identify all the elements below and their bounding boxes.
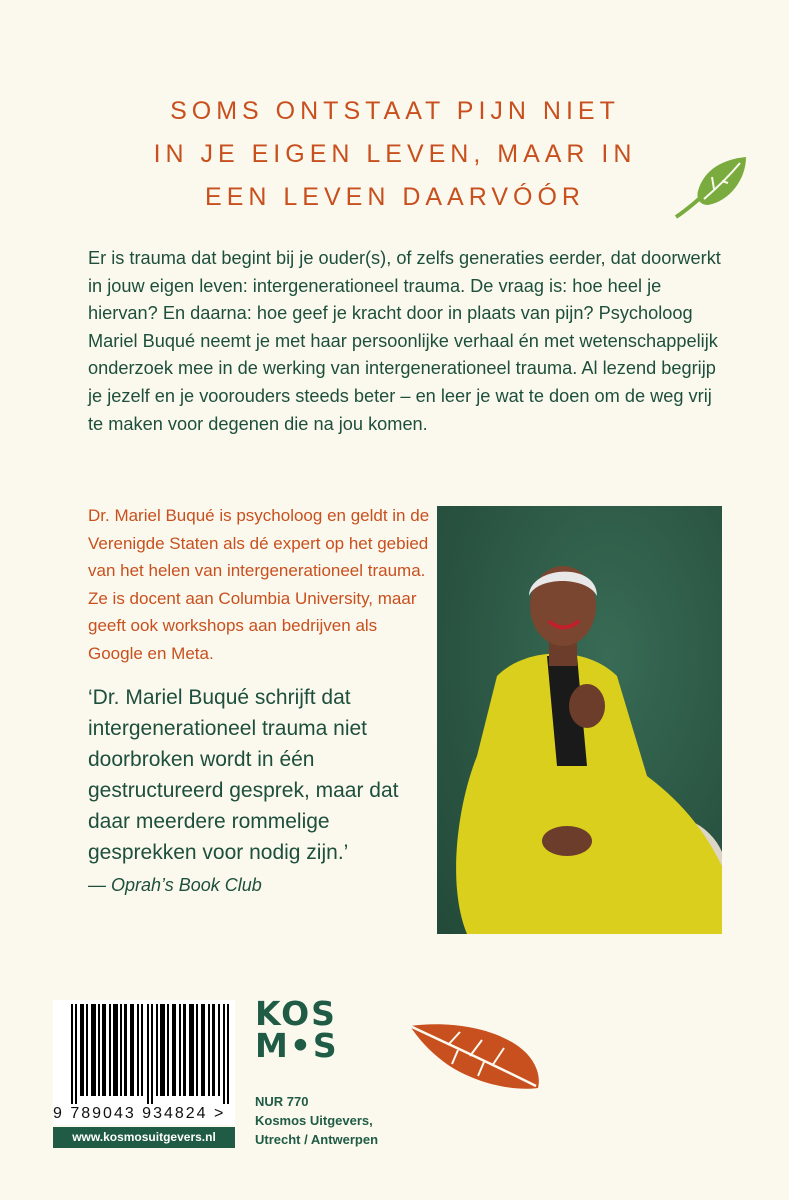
author-photo <box>437 506 722 934</box>
review-quote <box>88 682 433 901</box>
publisher-name: Kosmos Uitgevers, <box>255 1113 373 1128</box>
author-bio: Dr. Mariel Buqué is psycholoog en geldt in de Verenigde Staten als dé expert op het gebied van het helen van intergenerationeel trauma. Ze is docent aan Columbia University, maar geeft ook workshops aan bedrijven als Google en Meta. <box>88 506 430 663</box>
headline-line: SOMS ONTSTAAT PIJN NIET <box>170 97 620 125</box>
publisher-website: www.kosmosuitgevers.nl <box>53 1127 235 1148</box>
left-column <box>88 502 433 901</box>
quote-attribution: — Oprah’s Book Club <box>88 874 262 895</box>
headline <box>100 90 690 219</box>
headline-line: EEN LEVEN DAARVÓÓR <box>205 183 585 211</box>
barcode-bars <box>71 1004 231 1104</box>
logo-line: KOS <box>255 994 337 1033</box>
headline-line: IN JE EIGEN LEVEN, MAAR IN <box>153 140 637 168</box>
nur-code: NUR 770 <box>255 1094 309 1109</box>
isbn-number: 9 789043 934824 > <box>53 1105 226 1122</box>
orange-leaf-icon <box>408 1018 543 1093</box>
publisher-imprint <box>255 1092 378 1149</box>
kosmos-logo <box>255 994 339 1065</box>
logo-line: M•S <box>255 1026 339 1065</box>
quote-text: ‘Dr. Mariel Buqué schrijft dat intergenerationeel trauma niet doorbroken wordt in één gestructureerd gesprek, maar dat daar meerdere rommelige gesprekken voor nodig zijn.’ <box>88 685 399 864</box>
green-leaf-icon <box>674 155 754 220</box>
publisher-location: Utrecht / Antwerpen <box>255 1132 379 1147</box>
barcode <box>53 1000 235 1125</box>
intro-paragraph: Er is trauma dat begint bij je ouder(s), of zelfs generaties eerder, dat doorwerkt in jouw eigen leven: intergenerationeel trauma. De vraag is: hoe heel je hiervan? En daarna: hoe geef je kracht door in plaats van pijn? Psycholoog Mariel Buqué neemt je met haar persoonlijke verhaal én met wetenschappelijk onderzoek mee in de werking van intergenerationeel trauma. Al lezend begrijp je jezelf en je voorouders steeds beter – en leer je wat te doen om de weg vrij te maken voor degenen die na jou komen. <box>88 248 721 434</box>
